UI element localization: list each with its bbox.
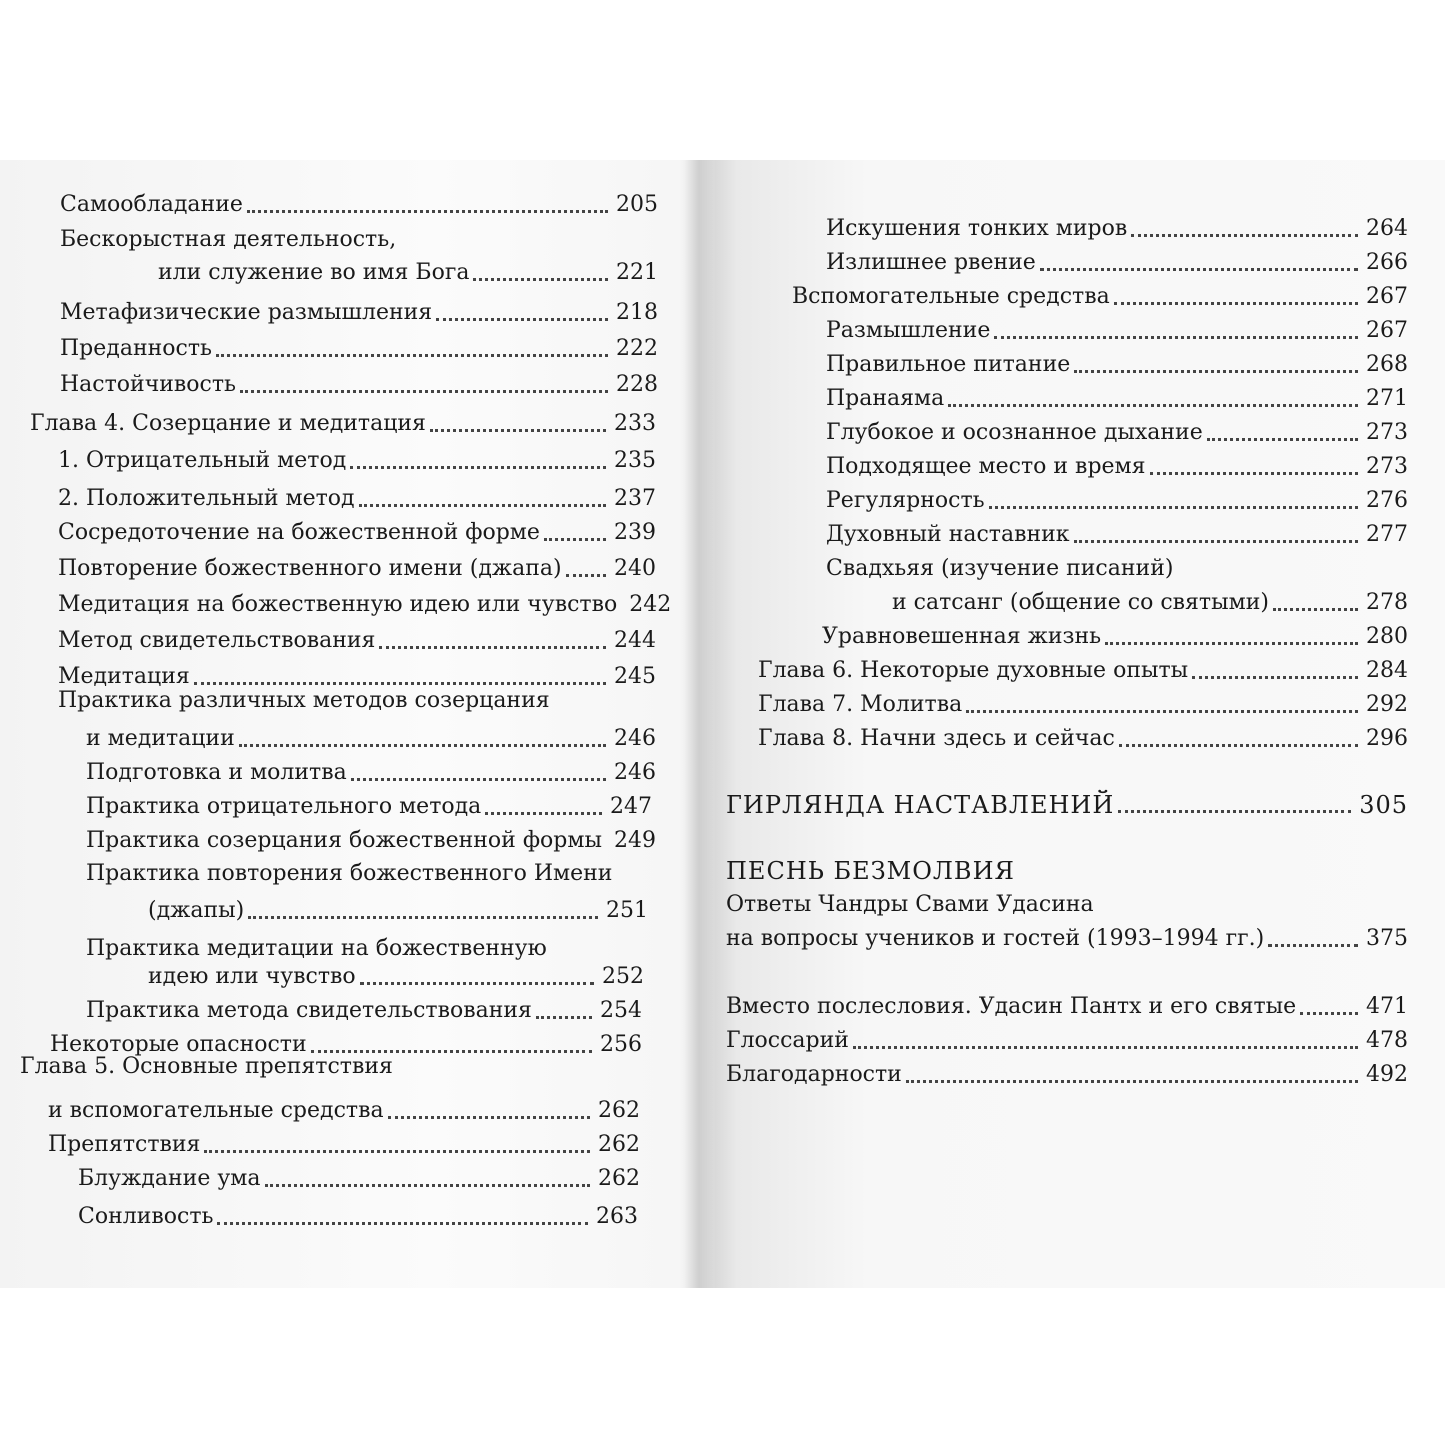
toc-entry-title: и медитации bbox=[86, 726, 235, 751]
toc-entry-page: 284 bbox=[1366, 658, 1408, 683]
toc-entry-page: 262 bbox=[598, 1098, 640, 1123]
toc-entry-title: Правильное питание bbox=[826, 352, 1071, 377]
toc-leader-dots bbox=[360, 982, 594, 985]
toc-leader-dots bbox=[989, 506, 1358, 509]
toc-leader-dots bbox=[1268, 944, 1358, 947]
toc-leader-dots bbox=[853, 1046, 1358, 1049]
toc-entry-page: 228 bbox=[616, 372, 658, 397]
toc-entry-page: 268 bbox=[1366, 352, 1408, 377]
toc-entry bbox=[726, 1058, 1408, 1092]
toc-leader-dots bbox=[217, 1222, 588, 1225]
book-spread bbox=[0, 160, 1445, 1288]
toc-entry bbox=[726, 1024, 1408, 1058]
toc-entry bbox=[826, 484, 1408, 518]
toc-entry-title: Практика медитации на божественную bbox=[86, 936, 547, 961]
toc-leader-dots bbox=[544, 538, 606, 541]
toc-entry bbox=[826, 348, 1408, 382]
toc-entry-title: Пранаяма bbox=[826, 386, 945, 411]
toc-entry bbox=[30, 407, 656, 441]
toc-leader-dots bbox=[430, 429, 606, 432]
toc-leader-dots bbox=[966, 710, 1358, 713]
toc-entry bbox=[86, 824, 657, 858]
toc-entry-title: Глава 5. Основные препятствия bbox=[20, 1054, 393, 1079]
toc-entry bbox=[58, 482, 656, 516]
toc-entry bbox=[86, 756, 656, 790]
toc-entry-page: 233 bbox=[614, 411, 656, 436]
toc-entry bbox=[58, 588, 672, 622]
toc-entry-title: Медитация на божественную идею или чувство bbox=[58, 592, 618, 617]
toc-entry bbox=[758, 688, 1408, 722]
toc-entry-title: Духовный наставник bbox=[826, 522, 1070, 547]
toc-entry-title: Практика отрицательного метода bbox=[86, 794, 482, 819]
toc-entry bbox=[726, 922, 1408, 956]
toc-entry-title: Глоссарий bbox=[726, 1028, 849, 1053]
toc-leader-dots bbox=[350, 466, 606, 469]
toc-entry-page: 246 bbox=[614, 760, 656, 785]
toc-entry bbox=[148, 894, 648, 928]
toc-leader-dots bbox=[265, 1184, 591, 1187]
toc-entry-title: Подходящее место и время bbox=[826, 454, 1146, 479]
toc-entry-title: Медитация bbox=[58, 664, 190, 689]
toc-entry-title: Вместо послесловия. Удасин Пантх и его святые bbox=[726, 994, 1297, 1019]
toc-entry-page: 237 bbox=[614, 486, 656, 511]
toc-entry-title: Блуждание ума bbox=[78, 1166, 261, 1191]
toc-entry-title: Практика метода свидетельствования bbox=[86, 998, 532, 1023]
toc-entry bbox=[60, 296, 658, 330]
toc-entry-page: 305 bbox=[1359, 791, 1408, 819]
toc-entry-title: Препятствия bbox=[48, 1132, 201, 1157]
toc-entry-title: Вспомогательные средства bbox=[792, 284, 1110, 309]
toc-entry-title: идею или чувство bbox=[148, 964, 356, 989]
toc-leader-dots bbox=[566, 574, 606, 577]
toc-entry-title: (джапы) bbox=[148, 898, 245, 923]
toc-entry-title: Метафизические размышления bbox=[60, 300, 433, 325]
toc-entry-title: Свадхьяя (изучение писаний) bbox=[826, 556, 1174, 581]
toc-entry-page: 492 bbox=[1366, 1062, 1408, 1087]
toc-entry-page: 252 bbox=[602, 964, 644, 989]
toc-leader-dots bbox=[379, 646, 606, 649]
toc-leader-dots bbox=[1131, 234, 1358, 237]
toc-entry-title: Глава 4. Созерцание и медитация bbox=[30, 411, 426, 436]
toc-entry-page: 251 bbox=[606, 898, 648, 923]
toc-leader-dots bbox=[1040, 268, 1358, 271]
toc-leader-dots bbox=[1207, 438, 1358, 441]
toc-entry-title: Преданность bbox=[60, 336, 212, 361]
toc-entry bbox=[826, 314, 1408, 348]
toc-entry-page: 277 bbox=[1366, 522, 1408, 547]
toc-leader-dots bbox=[1105, 642, 1358, 645]
toc-leader-dots bbox=[359, 504, 606, 507]
toc-leader-dots bbox=[485, 812, 602, 815]
toc-entry-title: и вспомогательные средства bbox=[48, 1098, 384, 1123]
toc-entry-title: Размышление bbox=[826, 318, 991, 343]
toc-entry bbox=[826, 212, 1408, 246]
toc-entry-title: Некоторые опасности bbox=[50, 1032, 307, 1057]
toc-leader-dots bbox=[536, 1016, 592, 1019]
toc-entry-page: 271 bbox=[1366, 386, 1408, 411]
toc-entry bbox=[826, 246, 1408, 280]
toc-entry-title: Практика созерцания божественной формы bbox=[86, 828, 603, 853]
toc-entry-page: 222 bbox=[616, 336, 658, 361]
toc-entry bbox=[892, 586, 1408, 620]
toc-leader-dots bbox=[1150, 472, 1358, 475]
toc-leader-dots bbox=[1074, 370, 1358, 373]
toc-entry bbox=[826, 518, 1408, 552]
toc-entry-page: 221 bbox=[616, 260, 658, 285]
toc-leader-dots bbox=[436, 318, 608, 321]
toc-entry bbox=[48, 1128, 640, 1162]
section-heading: ПЕСНЬ БЕЗМОЛВИЯ bbox=[726, 857, 1015, 885]
toc-entry bbox=[58, 444, 656, 478]
toc-leader-dots bbox=[1118, 810, 1351, 813]
toc-entry bbox=[86, 790, 652, 824]
toc-leader-dots bbox=[247, 210, 608, 213]
toc-entry bbox=[822, 620, 1408, 654]
toc-entry-title: Глава 6. Некоторые духовные опыты bbox=[758, 658, 1189, 683]
toc-entry-page: 278 bbox=[1366, 590, 1408, 615]
toc-entry-page: 249 bbox=[614, 828, 657, 853]
toc-entry bbox=[792, 280, 1408, 314]
toc-entry-page: 478 bbox=[1366, 1028, 1408, 1053]
toc-entry bbox=[60, 368, 658, 402]
toc-entry-title: Самообладание bbox=[60, 192, 243, 217]
toc-leader-dots bbox=[240, 390, 608, 393]
toc-leader-dots bbox=[1114, 302, 1358, 305]
toc-entry bbox=[60, 188, 658, 222]
toc-entry-title: ГИРЛЯНДА НАСТАВЛЕНИЙ bbox=[726, 791, 1115, 819]
toc-entry-title: или служение во имя Бога bbox=[158, 260, 470, 285]
toc-entry-title: Ответы Чандры Свами Удасина bbox=[726, 892, 1094, 917]
toc-entry-title: Подготовка и молитва bbox=[86, 760, 347, 785]
toc-entry-title: Сонливость bbox=[78, 1204, 214, 1229]
toc-leader-dots bbox=[1192, 676, 1358, 679]
toc-entry-title: Повторение божественного имени (джапа) bbox=[58, 556, 562, 581]
toc-entry bbox=[758, 654, 1408, 688]
toc-entry-page: 267 bbox=[1366, 284, 1408, 309]
toc-entry-title: Регулярность bbox=[826, 488, 985, 513]
toc-entry-title: Практика повторения божественного Имени bbox=[86, 861, 613, 886]
toc-entry-title: Излишнее рвение bbox=[826, 250, 1036, 275]
toc-entry-page: 266 bbox=[1366, 250, 1408, 275]
toc-leader-dots bbox=[994, 336, 1358, 339]
toc-leader-dots bbox=[948, 404, 1358, 407]
toc-entry-page: 254 bbox=[600, 998, 642, 1023]
left-page bbox=[0, 160, 690, 1288]
toc-entry-page: 246 bbox=[614, 726, 656, 751]
toc-entry-page: 273 bbox=[1366, 420, 1408, 445]
toc-entry-title: Бескорыстная деятельность, bbox=[60, 227, 397, 252]
toc-entry-page: 235 bbox=[614, 448, 656, 473]
toc-entry-page: 276 bbox=[1366, 488, 1408, 513]
toc-entry bbox=[826, 382, 1408, 416]
toc-entry bbox=[148, 960, 644, 994]
toc-entry-title: Настойчивость bbox=[60, 372, 237, 397]
toc-entry-page: 245 bbox=[614, 664, 656, 689]
toc-entry-title: Уравновешенная жизнь bbox=[822, 624, 1102, 649]
toc-entry-title: Глава 8. Начни здесь и сейчас bbox=[758, 726, 1115, 751]
toc-entry-page: 292 bbox=[1366, 692, 1408, 717]
toc-entry bbox=[826, 416, 1408, 450]
toc-entry-title: Искушения тонких миров bbox=[826, 216, 1128, 241]
toc-leader-dots bbox=[1119, 744, 1358, 747]
toc-entry bbox=[726, 788, 1408, 822]
toc-leader-dots bbox=[351, 778, 606, 781]
toc-entry-page: 256 bbox=[600, 1032, 642, 1057]
toc-entry-title: 2. Положительный метод bbox=[58, 486, 355, 511]
toc-entry bbox=[58, 516, 656, 550]
toc-entry-page: 264 bbox=[1366, 216, 1408, 241]
toc-entry-page: 242 bbox=[629, 592, 672, 617]
toc-leader-dots bbox=[473, 278, 608, 281]
toc-entry bbox=[726, 990, 1408, 1024]
toc-entry-page: 273 bbox=[1366, 454, 1408, 479]
toc-entry-page: 262 bbox=[598, 1132, 640, 1157]
toc-entry-page: 244 bbox=[614, 628, 656, 653]
toc-entry bbox=[78, 1162, 640, 1196]
toc-entry bbox=[758, 722, 1408, 756]
toc-entry-page: 296 bbox=[1366, 726, 1408, 751]
toc-entry-title: Глава 7. Молитва bbox=[758, 692, 963, 717]
toc-entry-title: Глубокое и осознанное дыхание bbox=[826, 420, 1203, 445]
toc-leader-dots bbox=[248, 916, 598, 919]
toc-entry-title: Метод свидетельствования bbox=[58, 628, 376, 653]
toc-entry-title: и сатсанг (общение со святыми) bbox=[892, 590, 1269, 615]
toc-entry bbox=[826, 450, 1408, 484]
toc-entry-page: 267 bbox=[1366, 318, 1408, 343]
toc-entry-page: 205 bbox=[616, 192, 658, 217]
toc-entry-page: 263 bbox=[596, 1204, 638, 1229]
toc-leader-dots bbox=[1074, 540, 1358, 543]
toc-leader-dots bbox=[216, 354, 608, 357]
toc-leader-dots bbox=[239, 744, 606, 747]
toc-entry-page: 280 bbox=[1366, 624, 1408, 649]
toc-entry-title: 1. Отрицательный метод bbox=[58, 448, 347, 473]
toc-entry bbox=[58, 624, 656, 658]
toc-entry bbox=[58, 552, 656, 586]
toc-entry-title: на вопросы учеников и гостей (1993–1994 гг.) bbox=[726, 926, 1265, 951]
toc-entry-title: Сосредоточение на божественной форме bbox=[58, 520, 540, 545]
toc-entry-title: Благодарности bbox=[726, 1062, 902, 1087]
toc-entry bbox=[86, 994, 642, 1028]
right-page bbox=[712, 160, 1445, 1288]
toc-entry-page: 262 bbox=[598, 1166, 640, 1191]
toc-leader-dots bbox=[1300, 1012, 1358, 1015]
toc-entry-title: Практика различных методов созерцания bbox=[58, 688, 550, 713]
toc-leader-dots bbox=[204, 1150, 590, 1153]
toc-entry bbox=[48, 1094, 640, 1128]
toc-entry-page: 239 bbox=[614, 520, 656, 545]
toc-entry bbox=[78, 1200, 638, 1234]
toc-entry bbox=[60, 332, 658, 366]
toc-entry bbox=[158, 256, 658, 290]
toc-entry-page: 240 bbox=[614, 556, 656, 581]
toc-entry-page: 375 bbox=[1366, 926, 1408, 951]
toc-entry-page: 247 bbox=[610, 794, 652, 819]
toc-entry-page: 471 bbox=[1366, 994, 1408, 1019]
toc-leader-dots bbox=[388, 1116, 590, 1119]
toc-leader-dots bbox=[906, 1080, 1358, 1083]
toc-entry-page: 218 bbox=[616, 300, 658, 325]
toc-entry bbox=[86, 722, 656, 756]
toc-leader-dots bbox=[1273, 608, 1358, 611]
